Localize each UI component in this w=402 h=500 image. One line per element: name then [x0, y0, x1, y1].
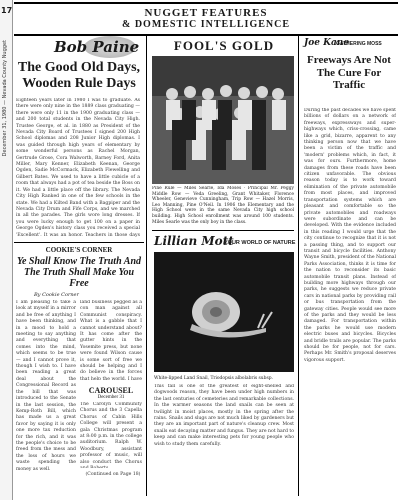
- banner-subtitle: & DOMESTIC INTELLIGENCE: [121, 19, 291, 30]
- lillian-subtitle: YOUR WORLD OF NATURE: [224, 240, 296, 246]
- carousel-title: CAROUSEL: [88, 386, 134, 395]
- class-photo-image: [152, 56, 294, 184]
- carousel-body: The Carolyn Community Chorus and the 3 Capella Chorus of Cabin Hills College will present a gala Christmas program at 8:00 p.m. in the college auditorium. Ralph W. Woodbury, assistant professor of music, will also conduct the Chorus: [80, 402, 142, 465]
- snail-photo-caption: White-lipped Land Snail, Triodopsis albolabris subsp.: [154, 376, 273, 381]
- gathering-article-body: During the past decades we have spent billions of dollars on a network of freeways, expressways and super-highways which, criss-crossing, came like a grid, bizarre, apparent to any thinking person now that we have been a victim of the traffic and 'modern' problems which, in fact, it was for ours. Furthermore, home damages from these roads have been citizen unfavorable. The obvious reason today is to work toward elimination of the private automobile from most places, and improved transportation systems which are pleasant and comfortable so the private automobiles and roadways were subordinate and can be developed. With the evidence included in this reading I would urge that the city continue to recognize that it is not a passing thing, and to support our transit and bicycle facilities. Anthony Wayne Smith, president of the National Parks Association, thinks it is time for the nation to reconsider its basic automobile transit plans. Instead of building more highways through our parks, he suggests we reduce private cars in national parks by providing rail or bus transportation from the gateway cities. People would see more of the parks and they would be less damaged. For transportation within the parks he would use modern electric buses and bicycles. Bicycles and bridle trails are popular. The parks should be for people, not for cars. Perhaps Mr. Smith's proposal deserves vigorous support.: [304, 108, 396, 363]
- carousel-continued: (Continued on Page 18): [85, 472, 141, 477]
- cookie-body-col2: land business pegged as a con man against all Communist conspiracy. What is a gabble that I cannot understand about? It has come after the gutter hints in the Yosemite press, but none were found Wilson cause is some sort of free we should be helping and I do believe in the forces that help the world. I have: [80, 300, 142, 380]
- lillian-column-name: Lillian Mott: [154, 234, 234, 248]
- cookie-byline: By Cookie Corner: [34, 292, 79, 298]
- fools-gold-title: FOOL'S GOLD: [173, 38, 275, 53]
- divider: [152, 230, 294, 231]
- column-divider: [146, 36, 147, 496]
- bob-headline: The Good Old Days, Wooden Rule Days: [17, 60, 141, 91]
- column-name-bob-paine: Bob Paine: [54, 38, 140, 56]
- running-footer: December 31, 1980 — Nevada County Nugget: [2, 40, 8, 157]
- gathering-column-sub: GATHERING MOSS: [336, 41, 382, 47]
- carousel-date: December 31: [97, 395, 125, 400]
- bob-article-body: Eighteen years later in 1980 I was to graduate. As there were only nine in the 1889 class graduating — there were only 11 in the 1900 graduating class — and 200 total students in the Nevada City High. Trustee George, et al. in 1880 as President of the Nevada City Board of Trustees I signed 200 High School diplomas and 208 Junior High diplomas. I was guided through high years of elementary by some wonderful persons as Rachel Morgan, Gertrude Grose, Cora Walworth, Barney Ford, Anita Miller, Mary Kenner, Elizabeth Keenan, George Ogden, Sadie McCormack, Elizabeth Flewelling and Gilbert Bates. We used to have a little cubicle of a room that always had a pot of tea beside the Boss on it. We had a little place off the library. The Nevada City High Ranked in one of the few schools in the state. We had a Kilted Band with a Bagpiper and the Nevada City Drum and Fife Corps, and we marched in all the parades. The girls wore long dresses. If you were lucky enough to get 100 on a paper in George Ogden's history class you received a special 'Excellent'. It was an honor. Teachers in those days: [16, 98, 140, 238]
- banner-title: NUGGET FEATURES: [144, 7, 268, 19]
- page-number: 17: [1, 6, 13, 15]
- cookie-headline: Ye Shall Know The Truth And The Truth Shall Make You Free: [16, 256, 142, 289]
- divider: [14, 242, 144, 243]
- cookie-body-col1: I am pleasing to take a look at myself in a mirror and be free of anything I have been thinking, and in a mood to hold a meeting to say anything and everything that comes into the mind, which seems to be true — and I cannot prove it, though I wish to. I have been reading a great deal about the Congressional Record as the bill that was introduced to the Senate in the last session, the Kemp-Roth Bill, which has made us a great favor by saying it is only one more tax reduction for the rich, and it was the people's choice to be freed from the mess and the loss of hours we waste spending the money as well.: [16, 300, 76, 472]
- section-banner: [14, 2, 398, 36]
- gathering-headline: Freeways Are Not The Cure For Traffic: [307, 54, 391, 91]
- gathering-column-name: Joe Kane: [304, 38, 350, 48]
- snail-photo: [154, 252, 294, 372]
- cookie-section-title: COOKIE'S CORNER: [45, 246, 113, 254]
- page-side-strip: [0, 0, 13, 500]
- class-photo-caption: Pine Rule — Miles Searle, Ida Moses · Principal Mr. Peggy Middle Row — Veda Greeling, Grant Whitaker, Florence Wheeler, Genevieve Cunningham, Trip Row — Hazel Morris, Leo Manning, Pine O'Neil. In 1906 the Elementary and the High School were in the same Nevada City high school building. High School enrollment was around 100 students. Miles Searle was the only boy in the class.: [152, 186, 294, 225]
- newspaper-page: [14, 2, 398, 498]
- snail-photo-image: [154, 252, 294, 372]
- class-photo: [152, 56, 294, 184]
- lillian-article-body: This fall is one of the greatest of eight-shelled and dogwoods reason, they have been under high numbers in the last centuries of cemeteries and remarkable collections. In the warmer seasons the land snails can be seen at twilight in moist places, mostly in the spring after the rains. Snails and slugs are not much liked by gardeners but they are an important part of nature's cleanup crew. Most snails eat decaying matter and fungus. They are not hard to keep and can make interesting pets for young people who wish to study them carefully.: [154, 384, 294, 447]
- column-divider: [298, 36, 299, 496]
